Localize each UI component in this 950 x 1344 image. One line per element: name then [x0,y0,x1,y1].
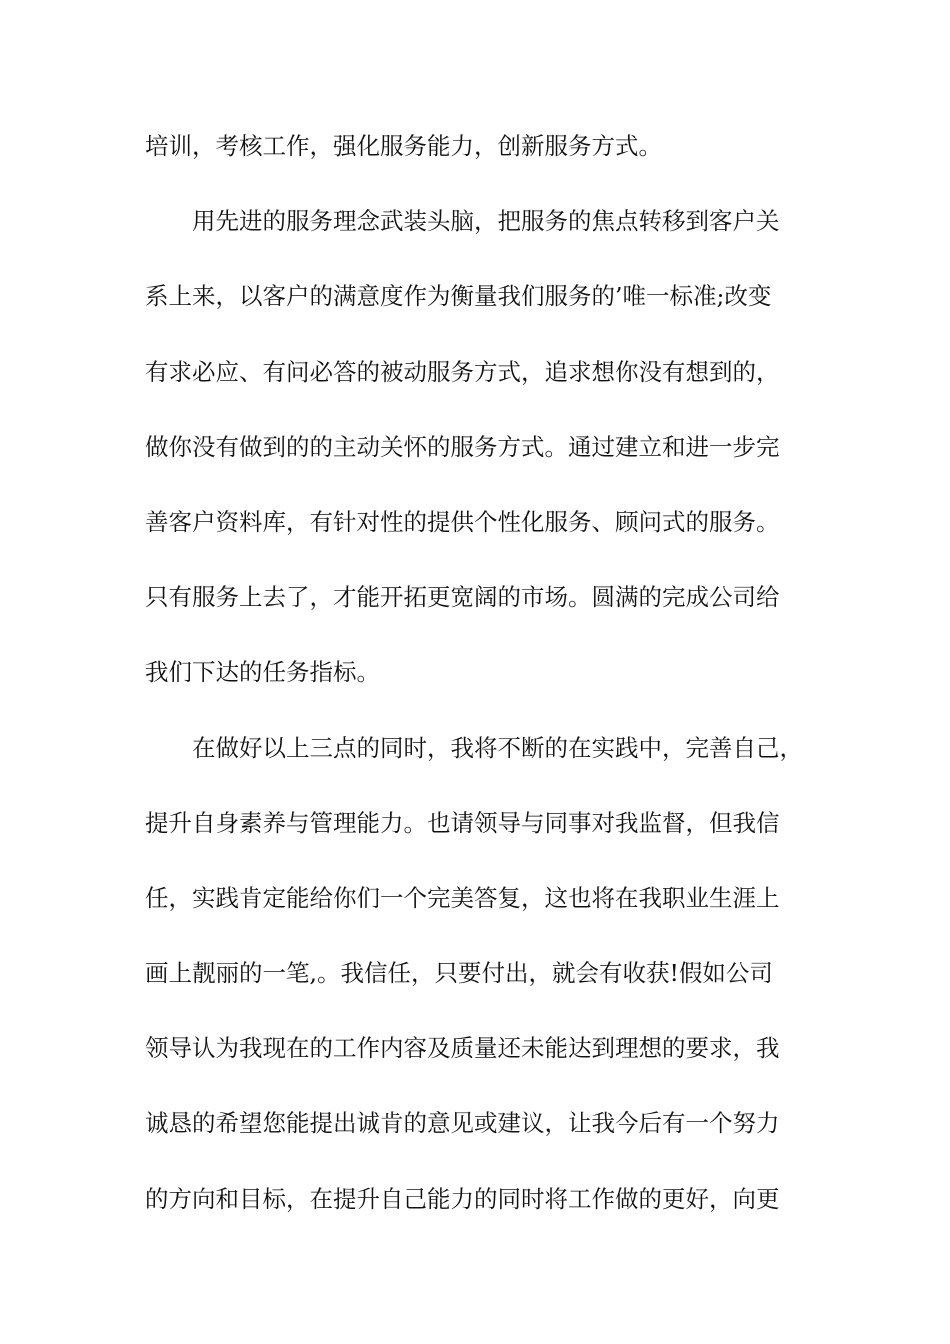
text-line: 领导认为我现在的工作内容及质量还未能达到理想的要求，我 [145,1034,780,1063]
text-line: 善客户资料库，有针对性的提供个性化服务、顾问式的服务。 [145,507,780,536]
text-line: 的方向和目标，在提升自己能力的同时将工作做的更好，向更 [145,1184,780,1213]
text-line: 我们下达的任务指标。 [145,658,380,687]
text-line: 培训，考核工作，强化服务能力，创新服务方式。 [145,132,662,160]
text-line: 画上靓丽的一笔,。我信任，只要付出，就会有收获!假如公司 [145,959,773,988]
text-line: 只有服务上去了，才能开拓更宽阔的市场。圆满的完成公司给 [145,583,780,612]
text-line: 任，实践肯定能给你们一个完美答复，这也将在我职业生涯上 [145,883,780,912]
paragraph-start-line: 在做好以上三点的同时，我将不断的在实践中，完善自己， [192,733,803,762]
text-line: 诚恳的希望您能提出诚肯的意见或建议，让我今后有一个努力 [145,1109,780,1138]
text-line: 有求必应、有问必答的被动服务方式，追求想你没有想到的， [145,357,780,386]
text-line: 系上来，以客户的满意度作为衡量我们服务的’唯一标准;改变 [145,282,772,311]
text-line: 做你没有做到的的主动关怀的服务方式。通过建立和进一步完 [145,432,780,461]
text-line: 提升自身素养与管理能力。也请领导与同事对我监督，但我信 [145,808,780,837]
paragraph-start-line: 用先进的服务理念武装头脑，把服务的焦点转移到客户关 [192,207,780,236]
document-body [145,128,845,1256]
